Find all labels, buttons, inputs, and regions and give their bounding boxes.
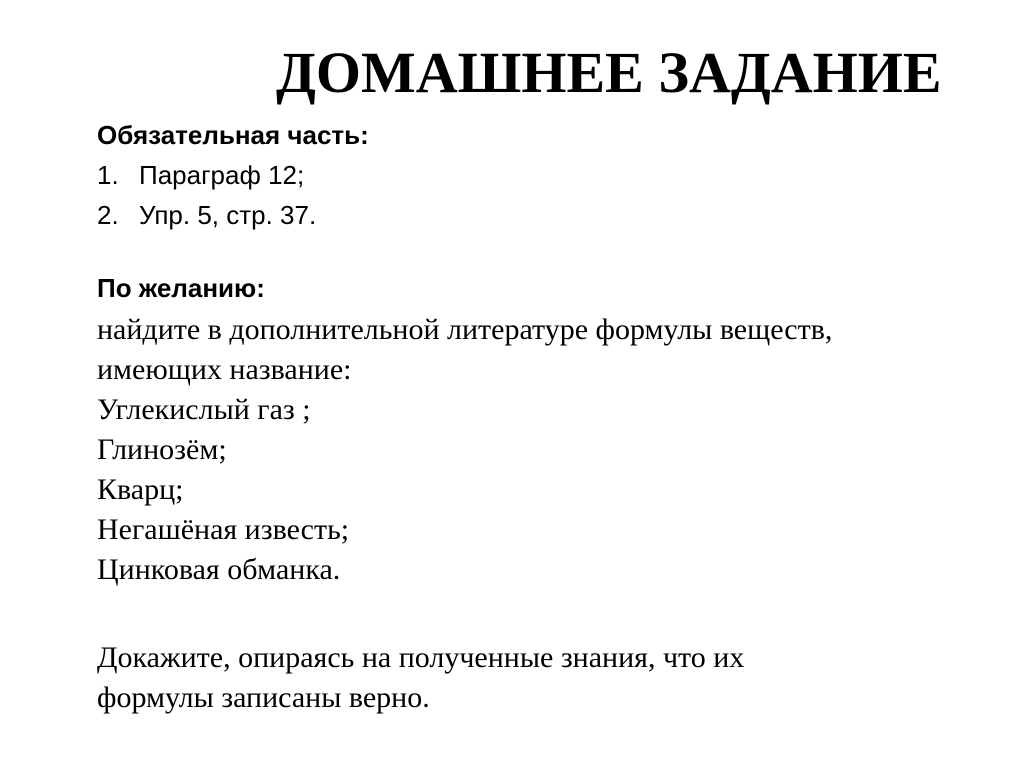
optional-section [97, 310, 832, 590]
required-section [97, 115, 369, 235]
optional-line: имеющих название: [97, 353, 352, 386]
prove-line: Докажите, опираясь на полученные знания, что их [97, 641, 745, 674]
prove-line: формулы записаны верно. [97, 681, 430, 714]
list-item-text: Упр. 5, стр. 37. [139, 200, 317, 230]
optional-heading: По желанию: [97, 273, 265, 303]
list-item-text: Параграф 12; [139, 160, 305, 190]
list-item [97, 195, 369, 235]
list-item-number: 2. [97, 200, 119, 230]
required-heading: Обязательная часть: [97, 120, 369, 150]
substance-item: Глинозём; [97, 433, 227, 466]
optional-line: найдите в дополнительной литературе формулы веществ, [97, 313, 833, 346]
prove-section [97, 638, 744, 718]
substance-item: Цинковая обманка. [97, 553, 341, 586]
slide-title: ДОМАШНЕЕ ЗАДАНИЕ [276, 40, 942, 105]
list-item [97, 155, 369, 195]
substance-item: Негашёная известь; [97, 513, 350, 546]
substance-item: Углекислый газ ; [97, 393, 311, 426]
substance-item: Кварц; [97, 473, 184, 506]
list-item-number: 1. [97, 160, 119, 190]
